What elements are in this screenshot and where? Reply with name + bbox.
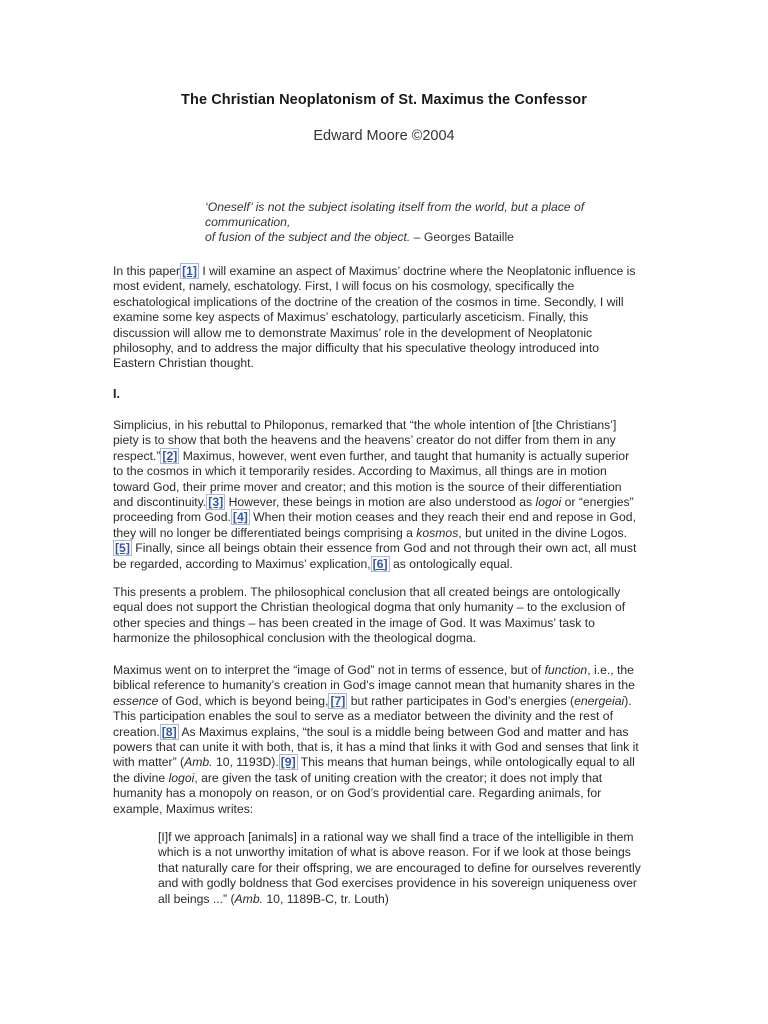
footnote-link-9[interactable]: [9] [280,755,296,770]
footnote-link-1[interactable]: [1] [182,264,197,278]
paragraph-image-of-god: Maximus went on to interpret the “image of God” not in terms of essence, but of function, i.e., the biblical reference to humanity’s creation in God’s image cannot mean that humanity shares in the essence of God, which is beyond being, [7] but rather participates in God’s energies (energeiai). This participation enables the soul to serve as a mediator between the divinity and the rest of creation. [8] As Maximus explains, “the soul is a middle being between God and matter and has powers that can unite it with both, that is, it has a mind that links it with God and senses that link it with matter” (Amb. 10, 1193D). [9] This means that human beings, while ontologically equal to all the divine logoi, are given the task of uniting creation with the creator; it does not imply that humanity has a monopoly on reason, or on God’s providential care. Regarding animals, for example, Maximus writes: [113,663,639,816]
paragraph-problem: This presents a problem. The philosophical conclusion that all created beings are ontologically equal does not support the Christian theological dogma that only humanity – to the exclusion of other species and things – has been created in the image of God. It was Maximus’ task to harmonize the philosophical conclusion with the theological dogma. [113,585,626,646]
epigraph-line: ‘Oneself’ is not the subject isolating itself from the world, but a place of [205,200,585,214]
paragraph-simplicius: Simplicius, in his rebuttal to Philoponus, remarked that “the whole intention of [the Christians’] piety is to show that both the heavens and the heavens’ creator do not differ from them in any respect.” [2] Maximus, however, went even further, and taught that humanity is actually superior to the cosmos in which it temporarily resides. According to Maximus, all things are in motion toward God, their prime mover and creator; and this motion is the source of their differentiation and discontinuity. [3] However, these beings in motion are also understood as logoi or “energies” proceeding from God. [4] When their motion ceases and they reach their end and repose in God, they will no longer be differentiated beings comprising a kosmos, but united in the divine Logos. [5] Finally, since all beings obtain their essence from God and not through their own act, all must be regarded, according to Maximus’ explication, [6] as ontologically equal. [113,418,637,571]
page-title: The Christian Neoplatonism of St. Maximus the Confessor [181,92,587,108]
footnote-link-5[interactable]: [5] [115,541,130,556]
footnote-link-2[interactable]: [2] [162,448,178,463]
epigraph-line: communication, [205,215,291,229]
footnote-link-6[interactable]: [6] [372,556,388,571]
paragraph-intro: In this paper [1] I will examine an aspect of Maximus’ doctrine where the Neoplatonic influence is most evident, namely, eschatology. First, I will focus on his cosmology, specifically the eschatological implications of the doctrine of the creation of the cosmos in time. Secondly, I will examine some key aspects of Maximus’ eschatology, particularly asceticism. Finally, this discussion will allow me to demonstrate Maximus’ role in the development of Neoplatonic philosophy, and to address the major difficulty that his speculative theology introduced into Eastern Christian thought. [113,264,636,371]
epigraph [205,200,625,245]
author-line: Edward Moore ©2004 [313,128,455,144]
epigraph-line: of fusion of the subject and the object. – Georges Bataille [205,230,514,244]
footnote-link-3[interactable]: [3] [208,495,224,510]
block-quote: [I]f we approach [animals] in a rational way we shall find a trace of the intelligible in them which is a not unworthy imitation of what is above reason. For if we look at those beings that naturally care for their offspring, we are encouraged to define for ourselves reverently and with godly boldness that God exercises providence in his sovereign uniqueness over all beings ...” (Amb. 10, 1189B-C, tr. Louth) [158,830,641,906]
footnote-link-7[interactable]: [7] [330,693,346,708]
section-heading: I. [113,387,120,401]
footnote-link-4[interactable]: [4] [232,510,248,525]
footnote-link-8[interactable]: [8] [161,724,177,739]
